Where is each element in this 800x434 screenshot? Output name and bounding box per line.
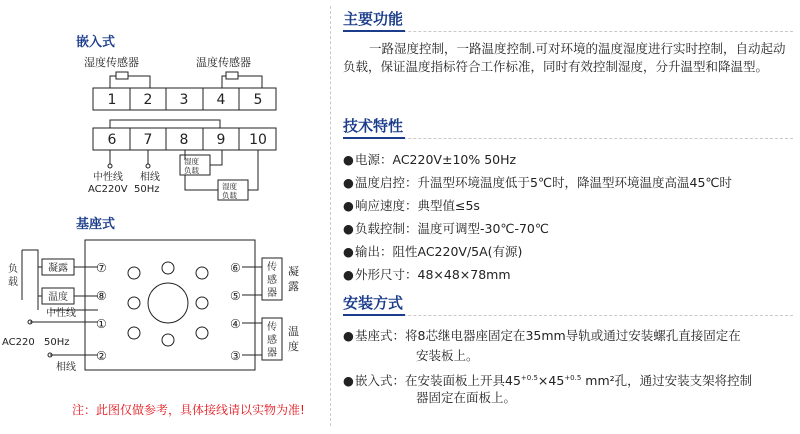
divider bbox=[343, 138, 793, 139]
ac220-label: AC220 bbox=[2, 337, 35, 348]
tech-item: ●电源：AC220V±10% 50Hz bbox=[343, 152, 517, 167]
top-terminal-4: 4 bbox=[216, 92, 226, 108]
sensor-bot-3: 器 bbox=[267, 348, 277, 359]
install-embed-cont: 器固定在面板上。 bbox=[416, 390, 517, 405]
main-function-text: 一路湿度控制，一路温度控制.可对环境的温度湿度进行实时控制，自动起动负载，保证温度指标符合工作标准，同时有效控制湿度，分升温型和降温型。 bbox=[343, 41, 786, 74]
load-label-2: 载 bbox=[8, 277, 18, 288]
neutral-label: 中性线 bbox=[93, 172, 123, 183]
title-underline bbox=[343, 137, 405, 139]
sensor-top-1: 传 bbox=[267, 262, 277, 273]
pin-5: ⑤ bbox=[230, 289, 241, 303]
condensation-box-label: 凝露 bbox=[48, 263, 68, 274]
sensor-top-2: 感 bbox=[267, 275, 277, 286]
tech-item: ●外形尺寸：48×48×78mm bbox=[343, 267, 511, 282]
wiring-diagram bbox=[0, 0, 330, 400]
phase-label: 相线 bbox=[140, 172, 160, 183]
pin-2: ② bbox=[96, 349, 107, 363]
top-terminal-2: 2 bbox=[143, 92, 153, 108]
condensation-vert-2: 露 bbox=[288, 280, 299, 293]
freq-label: 50Hz bbox=[134, 184, 160, 195]
pin-1: ① bbox=[96, 317, 107, 331]
pin-3: ③ bbox=[230, 349, 241, 363]
phase-line-label: 相线 bbox=[56, 362, 76, 373]
ac-voltage-label: AC220V bbox=[88, 184, 128, 195]
temp-sensor-label: 温度传感器 bbox=[196, 56, 251, 69]
tech-item: ●输出：阻性AC220V/5A(有源) bbox=[343, 244, 523, 259]
tech-item: ●负载控制：温度可调型-30℃-70℃ bbox=[343, 221, 549, 236]
sensor-bot-2: 感 bbox=[267, 335, 277, 346]
condensation-vert-1: 凝 bbox=[288, 265, 299, 278]
load-label-1: 负 bbox=[8, 264, 18, 275]
hz50-label: 50Hz bbox=[44, 337, 70, 348]
install-embed: ●嵌入式：在安装面板上开具$45^{+0.5}\times 45^{+0.5}$ mm²孔，通过安装支架将控制 bbox=[343, 373, 753, 389]
embedded-title: 嵌入式 bbox=[76, 35, 116, 50]
bottom-terminal-9: 9 bbox=[216, 132, 226, 148]
install-base: ●基座式：将8芯继电器座固定在35mm导轨或通过安装螺孔直接固定在 bbox=[343, 328, 741, 343]
bottom-terminal-10: 10 bbox=[249, 132, 267, 148]
humidity-sensor-label: 湿度传感器 bbox=[84, 56, 139, 69]
top-terminal-3: 3 bbox=[179, 92, 189, 108]
top-terminal-1: 1 bbox=[107, 92, 117, 108]
humidity-load-box-line1: 湿度 bbox=[184, 157, 199, 166]
temp-box-label: 温度 bbox=[48, 292, 68, 303]
temp-load-box-line2: 负载 bbox=[222, 191, 237, 200]
tech-item: ●温度启控：升温型环境温度低于5℃时，降温型环境温度高温45℃时 bbox=[343, 175, 732, 190]
bottom-terminal-6: 6 bbox=[107, 132, 117, 148]
top-terminal-5: 5 bbox=[253, 92, 263, 108]
bottom-terminal-8: 8 bbox=[179, 132, 189, 148]
temp-vert-2: 度 bbox=[288, 340, 299, 353]
temp-load-box-line1: 湿度 bbox=[222, 182, 237, 191]
tech-title: 技术特性 bbox=[343, 117, 404, 135]
tech-item: ●响应速度：典型值≤5s bbox=[343, 198, 480, 213]
pin-4: ④ bbox=[230, 317, 241, 331]
base-title: 基座式 bbox=[76, 217, 116, 232]
sensor-top-3: 器 bbox=[267, 288, 277, 299]
pin-6: ⑥ bbox=[230, 261, 241, 275]
install-title: 安装方式 bbox=[343, 294, 404, 312]
column-divider bbox=[330, 6, 331, 426]
divider bbox=[343, 31, 793, 32]
humidity-load-box-line2: 负载 bbox=[184, 166, 199, 175]
neutral-line-label: 中性线 bbox=[46, 308, 76, 319]
title-underline bbox=[343, 314, 405, 316]
pin-7: ⑦ bbox=[96, 261, 107, 275]
divider bbox=[343, 315, 793, 316]
bottom-terminal-7: 7 bbox=[143, 132, 153, 148]
install-base-cont: 安装板上。 bbox=[416, 348, 479, 363]
title-underline bbox=[343, 30, 405, 32]
disclaimer-note: 注：此图仅做参考，具体接线请以实物为准! bbox=[72, 403, 305, 417]
temp-vert-1: 温 bbox=[288, 325, 299, 338]
main-function-title: 主要功能 bbox=[343, 10, 404, 28]
sensor-bot-1: 传 bbox=[267, 322, 277, 333]
pin-8: ⑧ bbox=[96, 289, 107, 303]
